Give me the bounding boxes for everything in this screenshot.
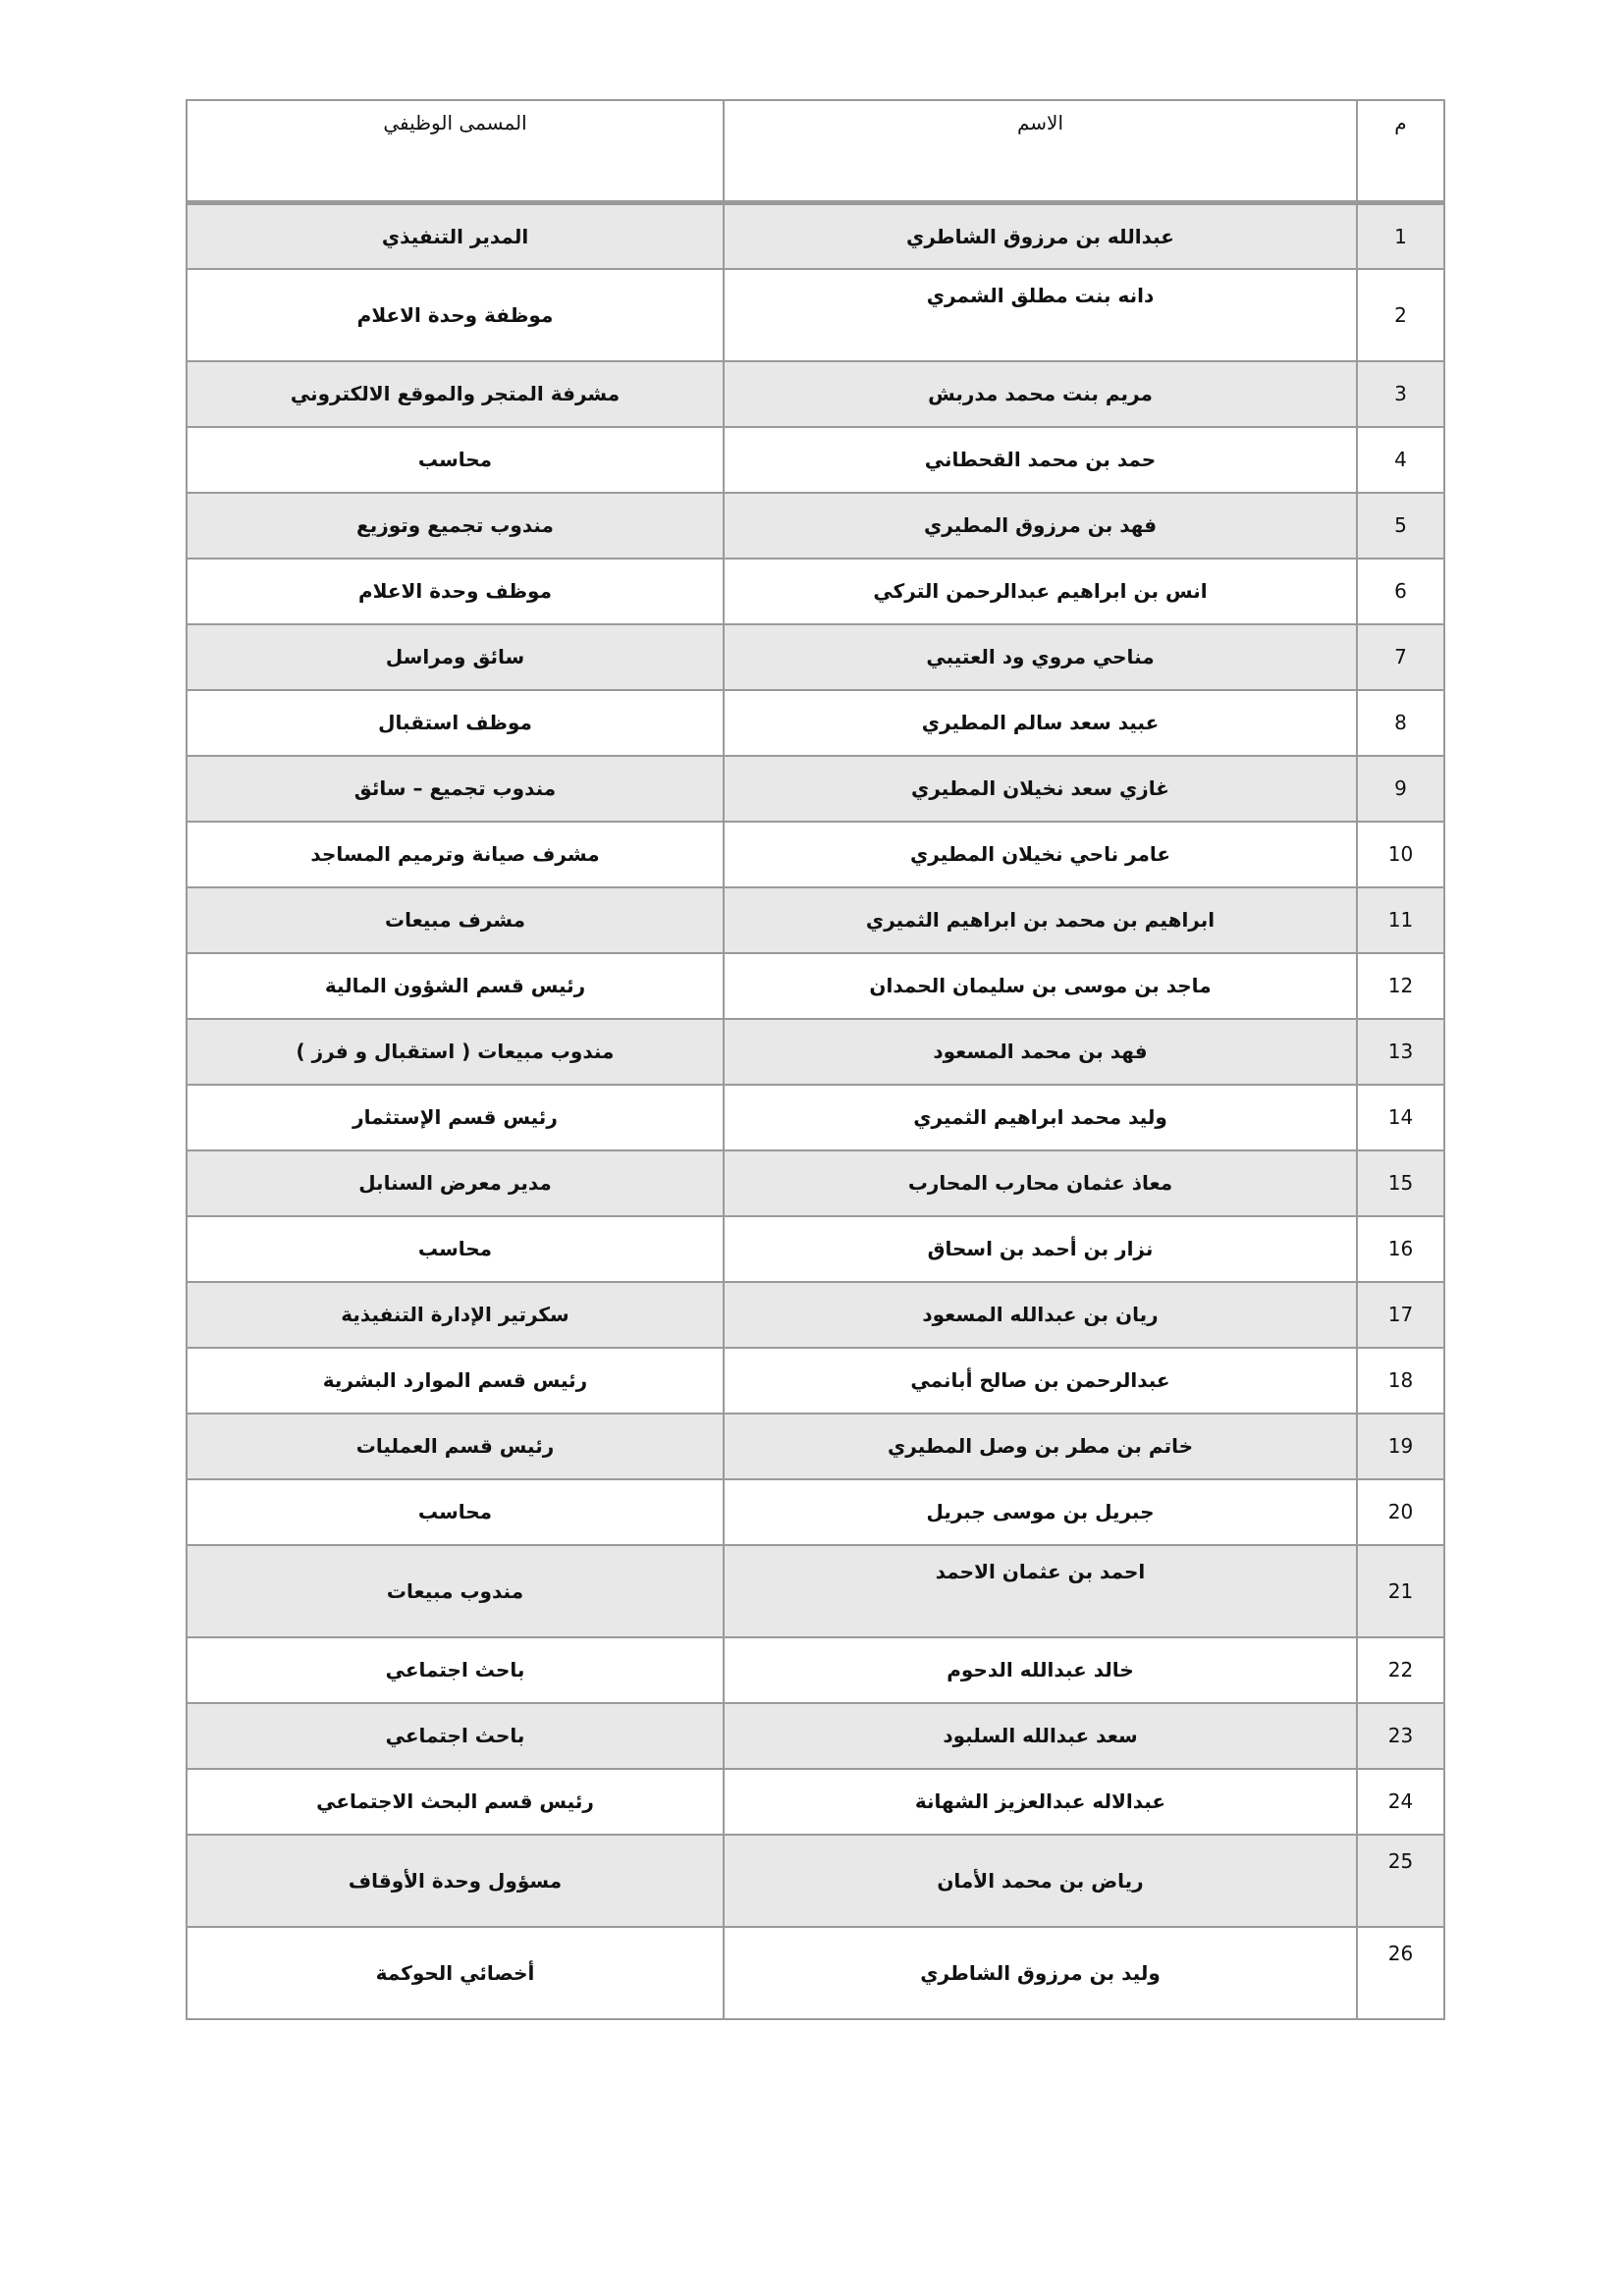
table-row — [187, 1282, 1444, 1348]
row-number: 12 — [1357, 953, 1444, 1019]
job-title: موظفة وحدة الاعلام — [187, 269, 724, 361]
job-title: مشرف مبيعات — [187, 887, 724, 953]
row-number: 25 — [1357, 1835, 1444, 1927]
table-row — [187, 1703, 1444, 1769]
row-number: 10 — [1357, 822, 1444, 887]
job-title: رئيس قسم الإستثمار — [187, 1085, 724, 1150]
employee-name: حمد بن محمد القحطاني — [724, 427, 1357, 493]
header-number: م — [1357, 100, 1444, 203]
employee-name: ماجد بن موسى بن سليمان الحمدان — [724, 953, 1357, 1019]
employee-name: نزار بن أحمد بن اسحاق — [724, 1216, 1357, 1282]
job-title: مشرف صيانة وترميم المساجد — [187, 822, 724, 887]
row-number: 5 — [1357, 493, 1444, 559]
job-title: مندوب مبيعات ( استقبال و فرز ) — [187, 1019, 724, 1085]
job-title: مندوب تجميع وتوزيع — [187, 493, 724, 559]
row-number: 6 — [1357, 559, 1444, 624]
job-title: مندوب مبيعات — [187, 1545, 724, 1637]
table-row — [187, 756, 1444, 822]
table-row — [187, 1927, 1444, 2019]
header-row — [187, 100, 1444, 203]
employee-name: عبدالاله عبدالعزيز الشهانة — [724, 1769, 1357, 1835]
row-number: 21 — [1357, 1545, 1444, 1637]
table-row — [187, 427, 1444, 493]
employee-name: مريم بنت محمد مدربش — [724, 361, 1357, 427]
row-number: 23 — [1357, 1703, 1444, 1769]
employee-name: مناحي مروي ود العتيبي — [724, 624, 1357, 690]
job-title: رئيس قسم البحث الاجتماعي — [187, 1769, 724, 1835]
job-title: مندوب تجميع – سائق — [187, 756, 724, 822]
job-title: رئيس قسم الشؤون المالية — [187, 953, 724, 1019]
job-title: رئيس قسم العمليات — [187, 1414, 724, 1479]
employee-name: فهد بن محمد المسعود — [724, 1019, 1357, 1085]
employee-name: عبدالله بن مرزوق الشاطري — [724, 203, 1357, 269]
job-title: المدير التنفيذي — [187, 203, 724, 269]
staff-table — [186, 99, 1445, 2020]
row-number: 1 — [1357, 203, 1444, 269]
employee-name: عامر ناحي نخيلان المطيري — [724, 822, 1357, 887]
header-name: الاسم — [724, 100, 1357, 203]
table-row — [187, 1545, 1444, 1637]
table-row — [187, 493, 1444, 559]
job-title: مدير معرض السنابل — [187, 1150, 724, 1216]
job-title: رئيس قسم الموارد البشرية — [187, 1348, 724, 1414]
row-number: 20 — [1357, 1479, 1444, 1545]
table-row — [187, 1216, 1444, 1282]
row-number: 2 — [1357, 269, 1444, 361]
row-number: 19 — [1357, 1414, 1444, 1479]
job-title: محاسب — [187, 1216, 724, 1282]
row-number: 8 — [1357, 690, 1444, 756]
employee-name: عبيد سعد سالم المطيري — [724, 690, 1357, 756]
row-number: 26 — [1357, 1927, 1444, 2019]
table-row — [187, 887, 1444, 953]
table-row — [187, 269, 1444, 361]
table-row — [187, 1019, 1444, 1085]
table-row — [187, 1150, 1444, 1216]
employee-name: وليد محمد ابراهيم الثميري — [724, 1085, 1357, 1150]
employee-name: غازي سعد نخيلان المطيري — [724, 756, 1357, 822]
employee-name: انس بن ابراهيم عبدالرحمن التركي — [724, 559, 1357, 624]
row-number: 15 — [1357, 1150, 1444, 1216]
employee-name: خاتم بن مطر بن وصل المطيري — [724, 1414, 1357, 1479]
table-row — [187, 1479, 1444, 1545]
employee-name: جبريل بن موسى جبريل — [724, 1479, 1357, 1545]
employee-name: وليد بن مرزوق الشاطري — [724, 1927, 1357, 2019]
table-row — [187, 690, 1444, 756]
employee-name: عبدالرحمن بن صالح أبانمي — [724, 1348, 1357, 1414]
row-number: 17 — [1357, 1282, 1444, 1348]
job-title: سائق ومراسل — [187, 624, 724, 690]
job-title: محاسب — [187, 427, 724, 493]
employee-name: دانه بنت مطلق الشمري — [724, 269, 1357, 361]
employee-name: معاذ عثمان محارب المحارب — [724, 1150, 1357, 1216]
job-title: مسؤول وحدة الأوقاف — [187, 1835, 724, 1927]
row-number: 7 — [1357, 624, 1444, 690]
row-number: 18 — [1357, 1348, 1444, 1414]
employee-name: خالد عبدالله الدحوم — [724, 1637, 1357, 1703]
employee-name: رياض بن محمد الأمان — [724, 1835, 1357, 1927]
job-title: مشرفة المتجر والموقع الالكتروني — [187, 361, 724, 427]
table-row — [187, 1348, 1444, 1414]
table-row — [187, 559, 1444, 624]
employee-name: احمد بن عثمان الاحمد — [724, 1545, 1357, 1637]
employee-name: فهد بن مرزوق المطيري — [724, 493, 1357, 559]
job-title: سكرتير الإدارة التنفيذية — [187, 1282, 724, 1348]
row-number: 22 — [1357, 1637, 1444, 1703]
table-row — [187, 1414, 1444, 1479]
table-row — [187, 1637, 1444, 1703]
row-number: 4 — [1357, 427, 1444, 493]
job-title: أخصائي الحوكمة — [187, 1927, 724, 2019]
row-number: 11 — [1357, 887, 1444, 953]
row-number: 3 — [1357, 361, 1444, 427]
table-row — [187, 361, 1444, 427]
table-row — [187, 1769, 1444, 1835]
job-title: محاسب — [187, 1479, 724, 1545]
job-title: باحث اجتماعي — [187, 1637, 724, 1703]
job-title: موظف استقبال — [187, 690, 724, 756]
row-number: 14 — [1357, 1085, 1444, 1150]
job-title: باحث اجتماعي — [187, 1703, 724, 1769]
row-number: 9 — [1357, 756, 1444, 822]
table-row — [187, 203, 1444, 269]
employee-name: سعد عبدالله السلبود — [724, 1703, 1357, 1769]
table-row — [187, 953, 1444, 1019]
header-job-title: المسمى الوظيفي — [187, 100, 724, 203]
table-row — [187, 624, 1444, 690]
employee-name: ابراهيم بن محمد بن ابراهيم الثميري — [724, 887, 1357, 953]
job-title: موظف وحدة الاعلام — [187, 559, 724, 624]
table-row — [187, 1085, 1444, 1150]
row-number: 24 — [1357, 1769, 1444, 1835]
row-number: 13 — [1357, 1019, 1444, 1085]
table-row — [187, 822, 1444, 887]
employee-name: ريان بن عبدالله المسعود — [724, 1282, 1357, 1348]
table-row — [187, 1835, 1444, 1927]
row-number: 16 — [1357, 1216, 1444, 1282]
